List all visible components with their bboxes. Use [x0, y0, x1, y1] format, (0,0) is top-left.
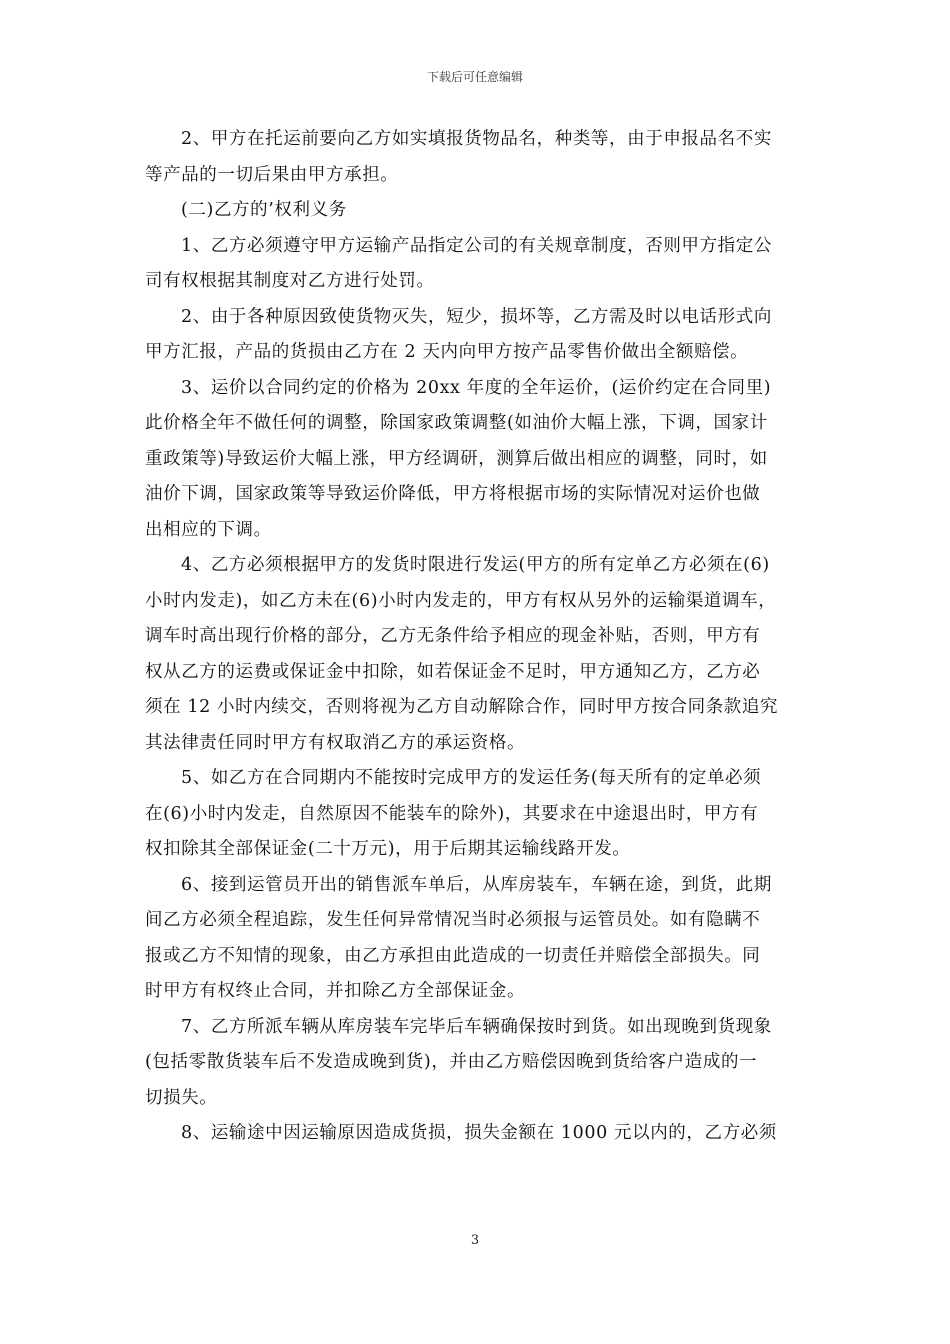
text-line: 1、乙方必须遵守甲方运输产品指定公司的有关规章制度，否则甲方指定公: [181, 235, 772, 256]
text-line: (二)乙方的’权利义务: [181, 200, 347, 220]
text-line: 重政策等)导致运价大幅上涨，甲方经调研，测算后做出相应的调整，同时，如: [145, 448, 768, 469]
page-number: 3: [470, 1233, 480, 1248]
paragraph-item-b5: [145, 761, 809, 868]
paragraph-item-b1: [145, 229, 809, 300]
text-line: (包括零散货装车后不发造成晚到货)，并由乙方赔偿因晚到货给客户造成的一: [145, 1052, 758, 1072]
paragraph-item-b2: [145, 300, 809, 371]
text-line: 4、乙方必须根据甲方的发货时限进行发运(甲方的所有定单乙方必须在(6): [181, 555, 770, 575]
text-line: 7、乙方所派车辆从库房装车完毕后车辆确保按时到货。如出现晚到货现象: [181, 1016, 772, 1037]
paragraph-item-b4: [145, 548, 809, 761]
text-line: 此价格全年不做任何的调整，除国家政策调整(如油价大幅上涨，下调，国家计: [145, 413, 768, 433]
paragraph-item-2: [145, 122, 809, 193]
text-line: 权扣除其全部保证金(二十万元)，用于后期其运输线路开发。: [145, 839, 631, 859]
text-line: 权从乙方的运费或保证金中扣除，如若保证金不足时，甲方通知乙方，乙方必: [145, 661, 761, 682]
text-line: 时甲方有权终止合同，并扣除乙方全部保证金。: [145, 981, 526, 1001]
text-line: 间乙方必须全程追踪，发生任何异常情况当时必须报与运管员处。如有隐瞒不: [145, 910, 761, 930]
text-line: 油价下调，国家政策等导致运价降低，甲方将根据市场的实际情况对运价也做: [145, 484, 761, 504]
text-line: 2、由于各种原因致使货物灭失，短少，损坏等，乙方需及时以电话形式向: [181, 306, 772, 327]
text-line: 出相应的下调。: [145, 519, 272, 540]
text-line: 其法律责任同时甲方有权取消乙方的承运资格。: [145, 732, 526, 753]
text-line: 2、甲方在托运前要向乙方如实填报货物品名，种类等，由于申报品名不实: [181, 129, 772, 149]
text-line: 司有权根据其制度对乙方进行处罚。: [145, 271, 435, 291]
text-line: 在(6)小时内发走，自然原因不能装车的除外)，其要求在中途退出时，甲方有: [145, 803, 759, 824]
text-line: 等产品的一切后果由甲方承担。: [145, 164, 399, 185]
text-line: 3、运价以合同约定的价格为 20xx 年度的全年运价，(运价约定在合同里): [181, 377, 772, 398]
text-line: 6、接到运管员开出的销售派车单后，从库房装车，车辆在途，到货，此期: [181, 874, 772, 895]
document-body: [145, 122, 809, 1152]
paragraph-item-b8: [145, 1116, 809, 1152]
text-line: 小时内发走)，如乙方未在(6)小时内发走的，甲方有权从另外的运输渠道调车，: [145, 590, 777, 611]
paragraph-item-b7: [145, 1010, 809, 1117]
text-line: 调车时高出现行价格的部分，乙方无条件给予相应的现金补贴，否则，甲方有: [145, 626, 761, 646]
paragraph-item-b6: [145, 868, 809, 1010]
page-header: 下载后可任意编辑: [426, 70, 523, 84]
text-line: 甲方汇报，产品的货损由乙方在 2 天内向甲方按产品零售价做出全额赔偿。: [145, 342, 749, 362]
text-line: 5、如乙方在合同期内不能按时完成甲方的发运任务(每天所有的定单必须: [181, 768, 762, 788]
section-heading-party-b-rights: [145, 193, 809, 229]
paragraph-item-b3: [145, 371, 809, 549]
text-line: 报或乙方不知情的现象，由乙方承担由此造成的一切责任并赔偿全部损失。同: [145, 945, 761, 966]
text-line: 切损失。: [145, 1087, 218, 1108]
text-line: 8、运输途中因运输原因造成货损，损失金额在 1000 元以内的，乙方必须: [181, 1123, 777, 1143]
text-line: 须在 12 小时内续交，否则将视为乙方自动解除合作，同时甲方按合同条款追究: [145, 697, 779, 717]
